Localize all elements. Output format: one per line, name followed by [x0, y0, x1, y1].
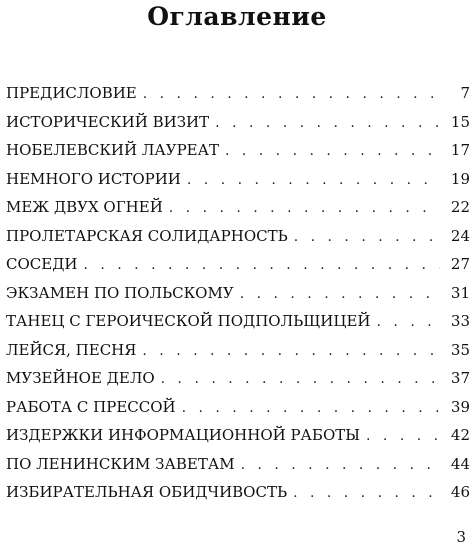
toc-entry-page: 37: [450, 369, 470, 387]
toc-entry-label: ПРЕДИСЛОВИЕ: [6, 84, 137, 102]
dot-leader: [169, 200, 440, 216]
toc-entry-2[interactable]: [6, 113, 470, 142]
dot-leader: [293, 485, 440, 501]
dot-leader: [377, 314, 440, 330]
dot-leader: [366, 428, 440, 444]
toc-entry-page: 46: [450, 483, 470, 501]
toc-entry-9[interactable]: [6, 312, 470, 341]
toc-entry-15[interactable]: [6, 483, 470, 512]
toc-entry-page: 39: [450, 397, 470, 416]
toc-entry-14[interactable]: [6, 455, 470, 484]
toc-entry-1[interactable]: [6, 84, 470, 113]
toc-entry-4[interactable]: [6, 170, 470, 199]
dot-leader: [240, 286, 440, 302]
page-number: 3: [456, 528, 466, 546]
toc-entry-label: ПРОЛЕТАРСКАЯ СОЛИДАРНОСТЬ: [6, 226, 288, 245]
toc-entry-10[interactable]: [6, 341, 470, 370]
dot-leader: [187, 172, 440, 188]
toc-entry-page: 42: [450, 426, 470, 444]
toc-entry-7[interactable]: [6, 255, 470, 284]
toc-entry-3[interactable]: [6, 141, 470, 170]
toc-entry-label: ЭКЗАМЕН ПО ПОЛЬСКОМУ: [6, 283, 234, 302]
toc-entry-label: ИСТОРИЧЕСКИЙ ВИЗИТ: [6, 112, 210, 131]
toc-entry-label: СОСЕДИ: [6, 255, 78, 273]
dot-leader: [83, 257, 440, 273]
toc-entry-page: 44: [450, 454, 470, 473]
toc-entry-label: ЛЕЙСЯ, ПЕСНЯ: [6, 340, 137, 359]
page-title: Оглавление: [147, 2, 327, 31]
dot-leader: [215, 115, 440, 131]
toc-entry-12[interactable]: [6, 398, 470, 427]
toc-entry-page: 31: [450, 283, 470, 302]
toc-entry-label: МЕЖ ДВУХ ОГНЕЙ: [6, 198, 163, 216]
dot-leader: [241, 457, 440, 473]
dot-leader: [182, 400, 440, 416]
toc-entry-page: 24: [450, 226, 470, 245]
toc-entry-label: МУЗЕЙНОЕ ДЕЛО: [6, 369, 155, 387]
toc-entry-5[interactable]: [6, 198, 470, 227]
toc-entry-page: 27: [450, 255, 470, 273]
toc-entry-label: ИЗБИРАТЕЛЬНАЯ ОБИДЧИВОСТЬ: [6, 483, 288, 501]
dot-leader: [225, 143, 440, 159]
toc-entry-page: 35: [450, 340, 470, 359]
toc-entry-label: ПО ЛЕНИНСКИМ ЗАВЕТАМ: [6, 454, 235, 473]
dot-leader: [294, 229, 440, 245]
toc-entry-13[interactable]: [6, 426, 470, 455]
toc-entry-label: ИЗДЕРЖКИ ИНФОРМАЦИОННОЙ РАБОТЫ: [6, 426, 361, 444]
table-of-contents: [6, 84, 470, 512]
toc-entry-page: 33: [450, 312, 470, 330]
dot-leader: [161, 371, 440, 387]
toc-entry-page: 17: [450, 141, 470, 159]
toc-entry-11[interactable]: [6, 369, 470, 398]
toc-entry-8[interactable]: [6, 284, 470, 313]
toc-entry-page: 19: [450, 169, 470, 188]
toc-entry-label: РАБОТА С ПРЕССОЙ: [6, 397, 176, 416]
toc-entry-label: НОБЕЛЕВСКИЙ ЛАУРЕАТ: [6, 141, 219, 159]
toc-entry-label: НЕМНОГО ИСТОРИИ: [6, 169, 181, 188]
dot-leader: [143, 86, 440, 102]
toc-entry-label: ТАНЕЦ С ГЕРОИЧЕСКОЙ ПОДПОЛЬЩИЦЕЙ: [6, 312, 371, 330]
toc-entry-page: 7: [460, 84, 470, 102]
dot-leader: [142, 343, 440, 359]
toc-entry-6[interactable]: [6, 227, 470, 256]
toc-entry-page: 15: [450, 112, 470, 131]
toc-entry-page: 22: [450, 198, 470, 216]
